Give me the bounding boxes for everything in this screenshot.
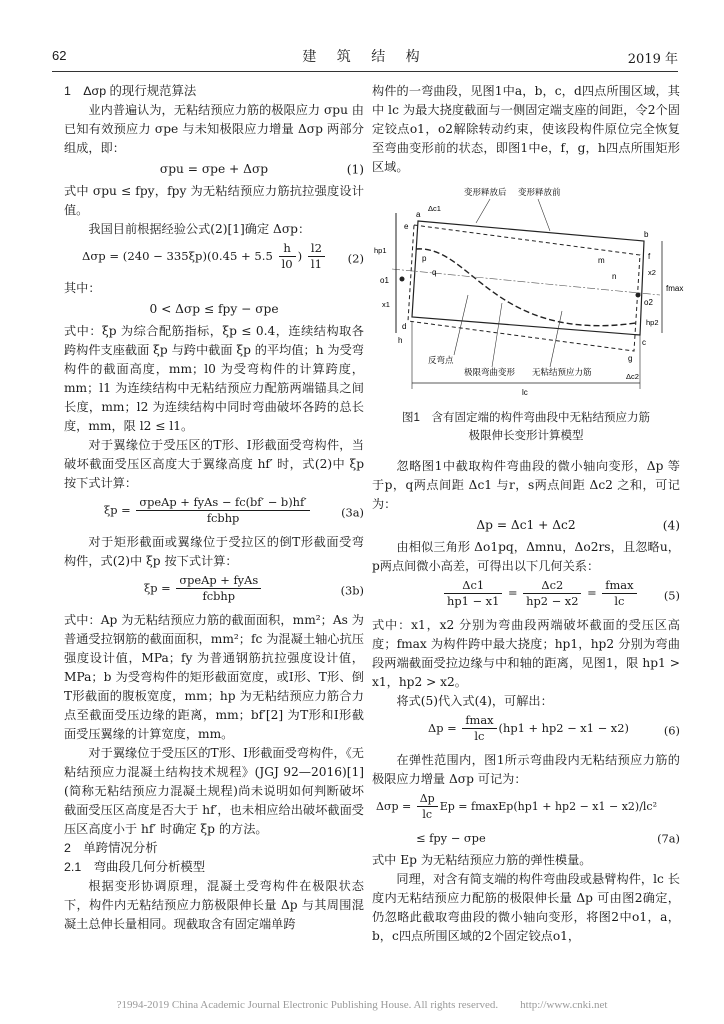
fraction — [308, 241, 325, 272]
equation-expr: Δσp = — [376, 800, 412, 813]
equation-expr: ≤ fpy − σpe — [416, 831, 486, 845]
label-hp2: hp2 — [646, 318, 659, 327]
point-f: f — [648, 252, 651, 261]
point-o2: o2 — [644, 298, 653, 307]
equation-expr: ) — [297, 249, 303, 263]
fraction-bottom: fcbhp — [202, 589, 236, 603]
paragraph: 将式(5)代入式(4)，可解出： — [396, 694, 553, 708]
equation-expr: (hp1 + hp2 − x1 − x2) — [498, 721, 629, 735]
paragraph: 对于矩形截面或翼缘位于受拉区的倒T形截面受弯构件，式(2)中 ξp 按下式计算： — [64, 535, 364, 568]
left-column — [64, 82, 364, 934]
fraction-bottom: hp1 − x1 — [447, 594, 500, 608]
copyright-footer: ?1994-2019 China Academic Journal Electronic Publishing House. All rights reserved. http://www.cnki.net — [116, 999, 608, 1011]
label-tendon: 无粘结预应力筋 — [532, 367, 592, 377]
fraction — [444, 578, 502, 609]
caption-line: 极限伸长变形计算模型 — [468, 430, 584, 442]
caption-line: 图1 含有固定端的构件弯曲段中无粘结预应力筋 — [402, 412, 650, 424]
label-hp1: hp1 — [374, 246, 387, 255]
fraction-bottom: hp2 − x2 — [526, 594, 579, 608]
section-1-heading: 1 Δσp 的现行规范算法 — [64, 84, 197, 98]
label-dc2: Δc2 — [626, 372, 639, 381]
fraction-top: h — [279, 241, 296, 257]
equation-4 — [372, 516, 680, 536]
paragraph: 式中：x1，x2 分别为弯曲段两端破坏截面的受压区高度；fmax 为构件跨中最大挠度；hp1，hp2 分别为弯曲段两端截面受拉边缘与中和轴的距离，见图1，限 hp1 > x1，hp2 > x2。 — [372, 618, 680, 689]
paragraph: 我国目前根据经验公式(2)[1]确定 Δσp： — [88, 222, 311, 236]
equation-number: (1) — [346, 162, 364, 177]
deformed-segment — [412, 221, 644, 335]
equation-1 — [64, 160, 364, 180]
point-d: d — [402, 322, 407, 331]
paragraph: 根据变形协调原理，混凝土受弯构件在极限状态下，构件内无粘结预应力筋极限伸长量 Δp 与其周围混凝土总伸长量相同。现截取含有固定端单跨 — [64, 879, 364, 931]
equation-5: $\frac{\Delta c1}{hp1 - x1}$ = $\frac{\Delta c2}{hp2 - x2}$ = $\frac{fmax}{lc}$ (5) — [372, 578, 680, 614]
equation-expr: σpu = σpe + Δσp — [159, 162, 269, 176]
page-number: 62 — [52, 48, 67, 63]
equation-number: (3a) — [341, 505, 364, 520]
fraction — [136, 495, 309, 526]
fraction — [523, 578, 581, 609]
point-a: a — [416, 210, 421, 219]
section-2-heading: 2 单跨情况分析 — [64, 841, 158, 855]
fraction — [602, 578, 636, 609]
fraction-bottom: fcbhp — [206, 511, 240, 525]
equation-number: (6) — [663, 723, 680, 738]
fraction-top: fmax — [602, 578, 636, 594]
equation-6 — [372, 713, 680, 749]
point-h: h — [398, 336, 403, 345]
equation-expr: ξp = — [144, 581, 171, 595]
point-o1: o1 — [380, 276, 389, 285]
point-b: b — [644, 230, 649, 239]
point-q: q — [432, 268, 437, 277]
fraction — [462, 713, 496, 744]
equation-number: (2) — [347, 251, 364, 266]
figure-1 — [372, 183, 684, 405]
label-fmax: fmax — [666, 284, 684, 293]
leader-line — [492, 303, 502, 367]
label-inflection: 反弯点 — [428, 355, 454, 365]
section-2-1-heading: 2.1 弯曲段几何分析模型 — [64, 860, 206, 874]
equation-expr: Ep = fmaxEp(hp1 + hp2 − x1 − x2)/lc² — [439, 800, 657, 813]
leader-line — [538, 199, 550, 231]
equation-number: (3b) — [340, 583, 364, 598]
fraction-bottom: lc — [614, 594, 625, 608]
journal-name: 建 筑 结 构 — [302, 49, 428, 65]
figure-1-caption — [372, 409, 680, 445]
paragraph: 其中： — [64, 281, 101, 295]
fraction-bottom: l1 — [310, 257, 322, 271]
leader-line — [454, 295, 468, 355]
label-lc: lc — [522, 388, 528, 397]
label-x1: x1 — [382, 300, 390, 309]
paragraph: 式中 Ep 为无粘结预应力筋的弹性模量。 — [372, 853, 592, 867]
point-g: g — [628, 354, 633, 363]
equation-number: (4) — [662, 518, 680, 533]
fraction — [417, 791, 438, 822]
leader-line — [476, 199, 490, 223]
fraction-top: l2 — [308, 241, 325, 257]
header-rule — [52, 71, 678, 72]
paragraph: 对于翼缘位于受压区的T形、I形截面受弯构件，当破坏截面受压区高度大于翼缘高度 hf′ 时，式(2)中 ξp 按下式计算： — [64, 438, 364, 490]
paragraph: 式中：Ap 为无粘结预应力筋的截面面积，mm²；As 为普通受拉钢筋的截面面积，mm²；fc 为混凝土轴心抗压强度设计值，MPa；fy 为普通钢筋抗拉强度设计值，MPa；b 为受弯构件的矩形截面宽度，或I形、T形、倒T形截面的腹板宽度，mm；hp 为无粘结预应力筋合力点至截面受压边缘的距离，mm；bf′[2] 为T形和I形截面受压翼缘的计算宽度，mm。 — [64, 613, 364, 741]
equation-7a-line2 — [372, 829, 680, 849]
paragraph: 式中：ξp 为综合配筋指标，ξp ≤ 0.4，连续结构取各跨构件支座截面 ξp 与跨中截面 ξp 的平均值；h 为受弯构件的截面高度，mm；l0 为受弯构件的计算跨度，mm；l1 为连续结构中无粘结预应力配筋两端锚具之间长度，mm；l2 为连续结构中同时弯曲破坏各跨的总长度，mm，限 l2 ≤ l1。 — [64, 324, 364, 433]
fraction-bottom: lc — [422, 808, 433, 821]
inequality — [64, 300, 364, 320]
paragraph: 忽略图1中截取构件弯曲段的微小轴向变形，Δp 等于p，q两点间距 Δc1 与r，s两点间距 Δc2 之和，可记为： — [372, 459, 680, 511]
fraction-top: σpeAp + fyAs − fc(bf′ − b)hf′ — [136, 495, 309, 511]
paragraph: 式中 σpu ≤ fpy，fpy 为无粘结预应力筋抗拉强度设计值。 — [64, 184, 364, 217]
fraction-top: Δc1 — [444, 578, 502, 594]
fraction-top: Δc2 — [523, 578, 581, 594]
label-dc1: Δc1 — [428, 204, 441, 213]
issue-year: 2019 年 — [627, 52, 678, 67]
label-x2: x2 — [648, 268, 656, 277]
equation-expr: Δσp = (240 − 335ξp)(0.45 + 5.5 — [82, 249, 273, 263]
point-p: p — [422, 254, 427, 263]
right-column — [372, 82, 684, 946]
equation-7a — [372, 791, 680, 827]
paragraph: 业内普遍认为，无粘结预应力筋的极限应力 σpu 由已知有效预应力 σpe 与未知极限应力增量 Δσp 两部分组成，即： — [64, 103, 364, 155]
label-before-release: 变形释放前 — [518, 187, 561, 197]
equation-2 — [64, 241, 364, 277]
paragraph: 在弹性范围内，图1所示弯曲段内无粘结预应力筋的极限应力增量 Δσp 可记为： — [372, 753, 680, 786]
fraction-bottom: lc — [474, 729, 485, 743]
fraction-top: σpeAp + fyAs — [176, 573, 261, 589]
paragraph: 由相似三角形 Δo1pq，Δmnu，Δo2rs，且忽略u，p两点间微小高差，可得出以下几何关系： — [372, 540, 680, 573]
fraction — [279, 241, 296, 272]
point-e: e — [404, 222, 409, 231]
fraction-bottom: l0 — [281, 257, 293, 271]
fraction-top: Δp — [417, 791, 438, 807]
point-n: n — [612, 272, 617, 281]
equation-expr: 0 < Δσp ≤ fpy − σpe — [149, 302, 279, 316]
point-c: c — [642, 338, 646, 347]
label-after-release: 变形释放后 — [464, 187, 507, 197]
page-header — [52, 44, 678, 68]
equation-3b — [64, 573, 364, 609]
hinge-o2 — [636, 293, 641, 298]
hinge-o1 — [400, 277, 405, 282]
paragraph: 构件的一弯曲段，见图1中a，b，c，d四点所围区域，其中 lc 为最大挠度截面与一侧固定端支座的间距，令2个固定铰点o1，o2解除转动约束，使该段构件原位完全恢复至弯曲变形前的状态，即图1中e，f，g，h四点所围矩形区域。 — [372, 84, 680, 174]
equation-expr: Δp = — [428, 721, 457, 735]
equation-expr: ξp = — [104, 503, 131, 517]
fraction — [176, 573, 261, 604]
equation-number: (5) — [663, 588, 680, 603]
label-curve: 极限弯曲变形 — [464, 367, 516, 377]
equation-expr: Δp = Δc1 + Δc2 — [476, 518, 576, 532]
fraction-top: fmax — [462, 713, 496, 729]
paragraph: 同理，对含有简支端的构件弯曲段或悬臂构件，lc 长度内无粘结预应力配筋的极限伸长量 Δp 可由图2确定，仍忽略此截取弯曲段的微小轴向变形，将图2中o1，a，b，c四点所围区域的2个固定铰点o1， — [372, 872, 680, 943]
paragraph: 对于翼缘位于受压区的T形、I形截面受弯构件，《无粘结预应力混凝土结构技术规程》(JGJ 92—2016)[1](简称无粘结预应力混凝土规程)尚未说明如何判断破坏截面受压区高度是否大于 hf′，也未相应给出破坏截面受压区高度小于 hf′ 时确定 ξp 的方法。 — [64, 746, 364, 836]
equation-number: (7a) — [657, 831, 680, 846]
point-m: m — [598, 256, 605, 265]
equation-3a — [64, 495, 364, 531]
